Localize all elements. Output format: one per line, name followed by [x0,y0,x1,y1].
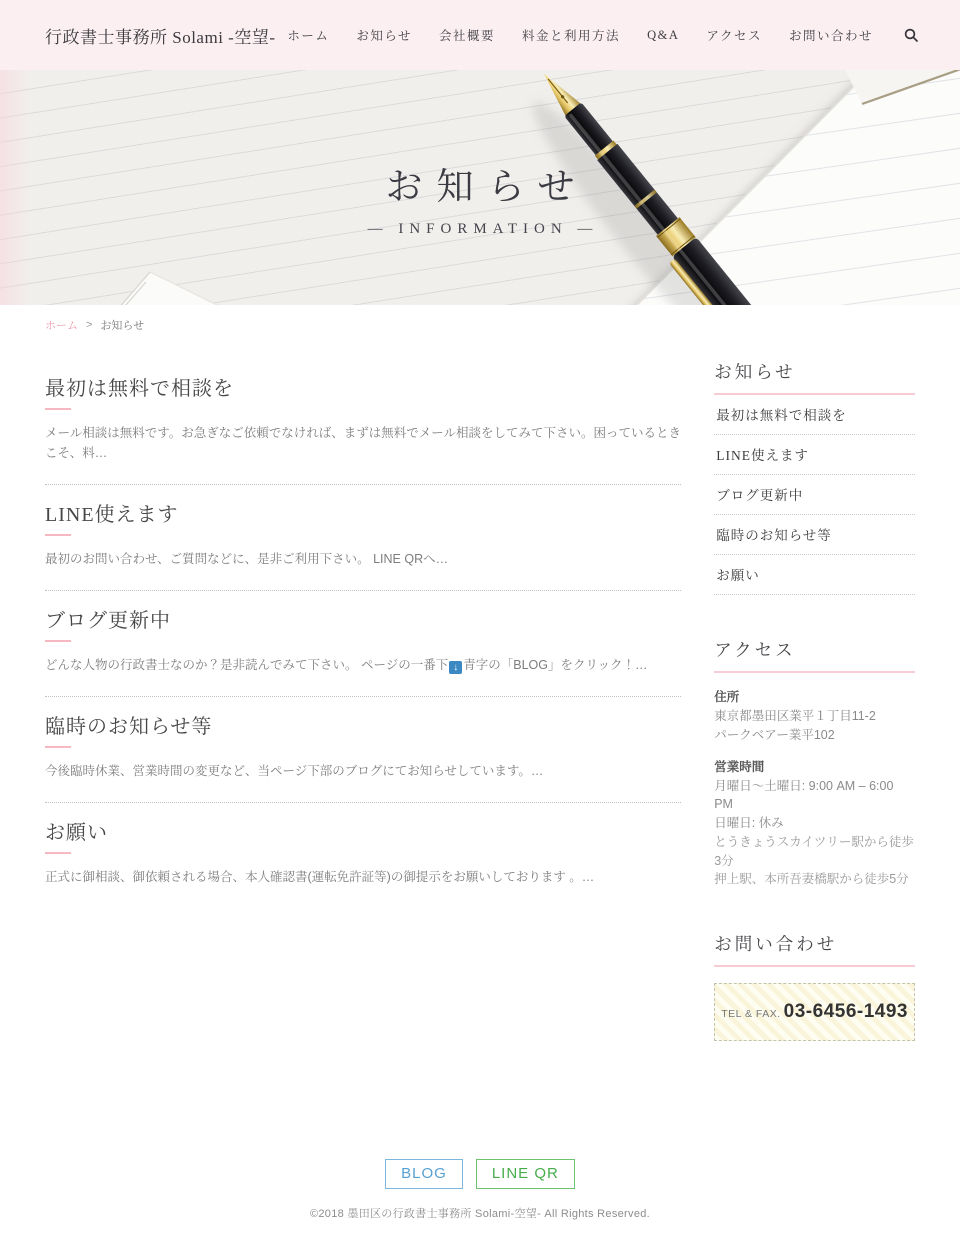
breadcrumb-home-link[interactable]: ホーム [45,320,78,332]
hero-text [0,156,960,238]
address-line: 東京都墨田区業平１丁目11-2 [714,709,876,723]
hours-label: 営業時間 [714,759,765,774]
article-title[interactable]: ブログ更新中 [45,610,171,632]
nav-item-access[interactable]: アクセス [706,29,762,43]
contact-widget [714,931,915,1041]
news-link-temporary-notice[interactable]: 臨時のお知らせ等 [714,515,915,555]
contact-widget-heading: お問い合わせ [714,931,915,967]
site-header [0,0,960,70]
station-line: とうきょうスカイツリー駅から徒歩3分 [714,834,914,868]
news-link-blog-updating[interactable]: ブログ更新中 [714,475,915,515]
breadcrumb-current: お知らせ [100,320,145,332]
article-temporary-notice [45,697,681,803]
article-excerpt: 最初のお問い合わせ、ご質問などに、是非ご利用下さい。 LINE QRへ… [45,552,449,566]
hours-block [714,757,915,890]
article-line-available [45,485,681,591]
news-link-request[interactable]: お願い [714,555,915,595]
page-title: お知らせ [385,167,589,208]
nav-item-home[interactable]: ホーム [287,29,330,43]
access-info [714,673,915,889]
site-footer [0,1083,960,1243]
article-title[interactable]: 最初は無料で相談を [45,378,234,400]
breadcrumb-separator: > [86,319,93,331]
title-underline [45,408,71,410]
article-blog-updating [45,591,681,697]
address-block [714,687,915,745]
blog-button[interactable]: BLOG [385,1159,463,1189]
tel-fax-label: TEL & FAX. [721,1008,781,1020]
copyright-text: ©2018 墨田区の行政書士事務所 Solami-空望- All Rights Reserved. [309,1208,651,1220]
breadcrumb [0,305,960,343]
nav-item-contact[interactable]: お問い合わせ [788,29,873,43]
nav-item-pricing[interactable]: 料金と利用方法 [522,29,621,43]
news-widget [714,359,915,595]
nav-item-qa[interactable]: Q&A [647,27,680,42]
article-excerpt [45,655,681,675]
nav-item-company[interactable]: 会社概要 [439,29,496,43]
tel-fax-box [714,983,915,1041]
article-excerpt: 今後臨時休業、営業時間の変更など、当ページ下部のブログにてお知らせしています。… [45,764,544,778]
main-content [0,343,960,1083]
title-underline [45,534,71,536]
article-title[interactable]: お願い [45,822,108,844]
footer-buttons [0,1159,960,1189]
article-request [45,803,681,908]
address-line: パークベアー業平102 [714,727,835,742]
page-subtitle: — INFORMATION — [367,221,599,237]
excerpt-text: どんな人物の行政書士なのか？是非読んでみて下さい。 ページの一番下 [45,658,449,672]
article-free-consultation [45,359,681,485]
news-link-free-consultation[interactable]: 最初は無料で相談を [714,395,915,435]
search-icon[interactable] [904,28,918,42]
nav-item-news[interactable]: お知らせ [356,29,413,43]
access-widget [714,637,915,889]
hours-line: 月曜日〜土曜日: 9:00 AM – 6:00 PM [714,778,894,812]
article-list [45,359,681,908]
address-label: 住所 [714,690,740,704]
site-title[interactable]: 行政書士事務所 Solami -空望- [45,27,276,47]
article-excerpt: メール相談は無料です。お急ぎなご依頼でなければ、まずは無料でメール相談をしてみて下さい。困っているときこそ、料… [45,426,682,460]
hours-line: 日曜日: 休み [714,816,784,830]
news-widget-heading: お知らせ [714,359,915,395]
line-qr-button[interactable]: LINE QR [476,1159,575,1189]
article-title[interactable]: 臨時のお知らせ等 [45,716,213,738]
title-underline [45,746,71,748]
tel-fax-number: 03-6456-1493 [783,1001,908,1022]
news-link-line-available[interactable]: LINE使えます [714,435,915,475]
main-nav [287,26,918,44]
access-widget-heading: アクセス [714,637,915,673]
title-underline [45,852,71,854]
article-title[interactable]: LINE使えます [45,504,179,526]
hero-banner [0,70,960,305]
news-link-list [714,395,915,595]
article-excerpt: 正式に御相談、御依頼される場合、本人確認書(運転免許証等)の御提示をお願いしております 。… [45,870,595,884]
sidebar [714,359,915,1083]
excerpt-text: 青字の「BLOG」をクリック！… [463,658,648,672]
station-line: 押上駅、本所吾妻橋駅から徒歩5分 [714,872,909,887]
title-underline [45,640,71,642]
down-arrow-icon: ↓ [449,661,462,674]
